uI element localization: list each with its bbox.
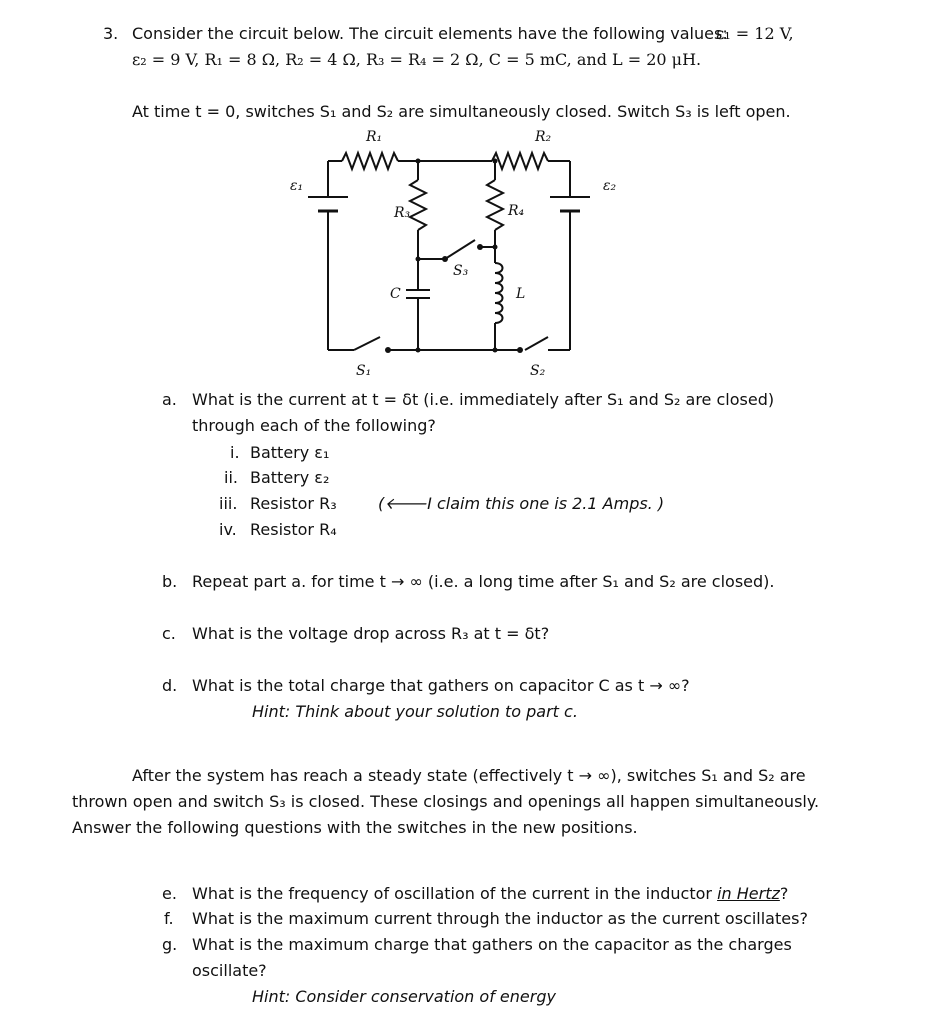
label-r3: R₃ bbox=[394, 205, 411, 221]
item-text: Battery ε₁ bbox=[250, 443, 330, 462]
label-r2: R₂ bbox=[535, 129, 552, 145]
intro-line: Consider the circuit below. The circuit elements have the following values: bbox=[132, 24, 728, 43]
label-r4: R₄ bbox=[508, 203, 525, 219]
after-line1: After the system has reach a steady state (effectively t → ∞), switches S₁ and S₂ are bbox=[132, 766, 806, 785]
label-s1: S₁ bbox=[356, 363, 372, 379]
part-e-text: What is the frequency of oscillation of the current in the inductor in Hertz? bbox=[192, 884, 789, 903]
part-c-letter: c. bbox=[162, 624, 176, 643]
item-num: iii. bbox=[219, 494, 238, 513]
s3-switch-blade bbox=[445, 240, 475, 259]
label-s3: S₃ bbox=[453, 263, 469, 279]
part-d-letter: d. bbox=[162, 676, 178, 695]
part-d-hint: Hint: Think about your solution to part c. bbox=[252, 702, 578, 721]
after-line2: thrown open and switch S₃ is closed. These closings and openings all happen simultaneously. bbox=[72, 792, 820, 811]
part-g-line2: oscillate? bbox=[192, 961, 267, 980]
in-hertz-emphasis: in Hertz bbox=[717, 884, 780, 903]
s2-switch-blade bbox=[525, 337, 548, 350]
part-a-line1: What is the current at t = δt (i.e. immediately after S₁ and S₂ are closed) bbox=[192, 390, 775, 409]
circuit-diagram bbox=[270, 125, 630, 385]
problem-number: 3. bbox=[103, 24, 119, 43]
part-g-line1: What is the maximum charge that gathers on the capacitor as the charges bbox=[192, 935, 792, 954]
setup-text: At time t = 0, switches S₁ and S₂ are simultaneously closed. Switch S₃ is left open. bbox=[132, 102, 791, 121]
part-g-hint: Hint: Consider conservation of energy bbox=[252, 987, 556, 1006]
label-s2: S₂ bbox=[530, 363, 546, 379]
part-a-letter: a. bbox=[162, 390, 177, 409]
item-text: Battery ε₂ bbox=[250, 468, 330, 487]
label-r1: R₁ bbox=[366, 129, 383, 145]
part-b-text: Repeat part a. for time t → ∞ (i.e. a long time after S₁ and S₂ are closed). bbox=[192, 572, 775, 591]
label-c: C bbox=[390, 286, 401, 302]
emf1-value: ε₁ = 12 V, bbox=[716, 24, 794, 43]
part-f-letter: f. bbox=[164, 909, 174, 928]
part-e-letter: e. bbox=[162, 884, 177, 903]
part-d-text: What is the total charge that gathers on capacitor C as t → ∞? bbox=[192, 676, 690, 695]
part-g-letter: g. bbox=[162, 935, 178, 954]
item-num: iv. bbox=[219, 520, 237, 539]
part-f-text: What is the maximum current through the inductor as the current oscillates? bbox=[192, 909, 808, 928]
item-text: Resistor R₄ bbox=[250, 520, 337, 539]
part-a-line2: through each of the following? bbox=[192, 416, 436, 435]
label-e1: ε₁ bbox=[290, 178, 304, 194]
part-c-text: What is the voltage drop across R₃ at t = δt? bbox=[192, 624, 550, 643]
after-line3: Answer the following questions with the switches in the new positions. bbox=[72, 818, 638, 837]
item-num: ii. bbox=[224, 468, 238, 487]
s1-switch-blade bbox=[354, 337, 380, 350]
label-e2: ε₂ bbox=[603, 178, 617, 194]
part-b-letter: b. bbox=[162, 572, 178, 591]
values-line: ε₂ = 9 V, R₁ = 8 Ω, R₂ = 4 Ω, R₃ = R₄ = 2 Ω, C = 5 mC, and L = 20 μH. bbox=[132, 50, 702, 69]
inductor-coil bbox=[495, 263, 503, 323]
r1-resistor bbox=[342, 153, 398, 169]
r2-resistor bbox=[492, 153, 548, 169]
r3-resistor bbox=[410, 180, 426, 230]
claim-note: (🡐I claim this one is 2.1 Amps. ) bbox=[378, 494, 665, 513]
r4-resistor bbox=[487, 180, 503, 230]
item-text: Resistor R₃ bbox=[250, 494, 337, 513]
item-num: i. bbox=[230, 443, 240, 462]
label-l: L bbox=[516, 286, 526, 302]
